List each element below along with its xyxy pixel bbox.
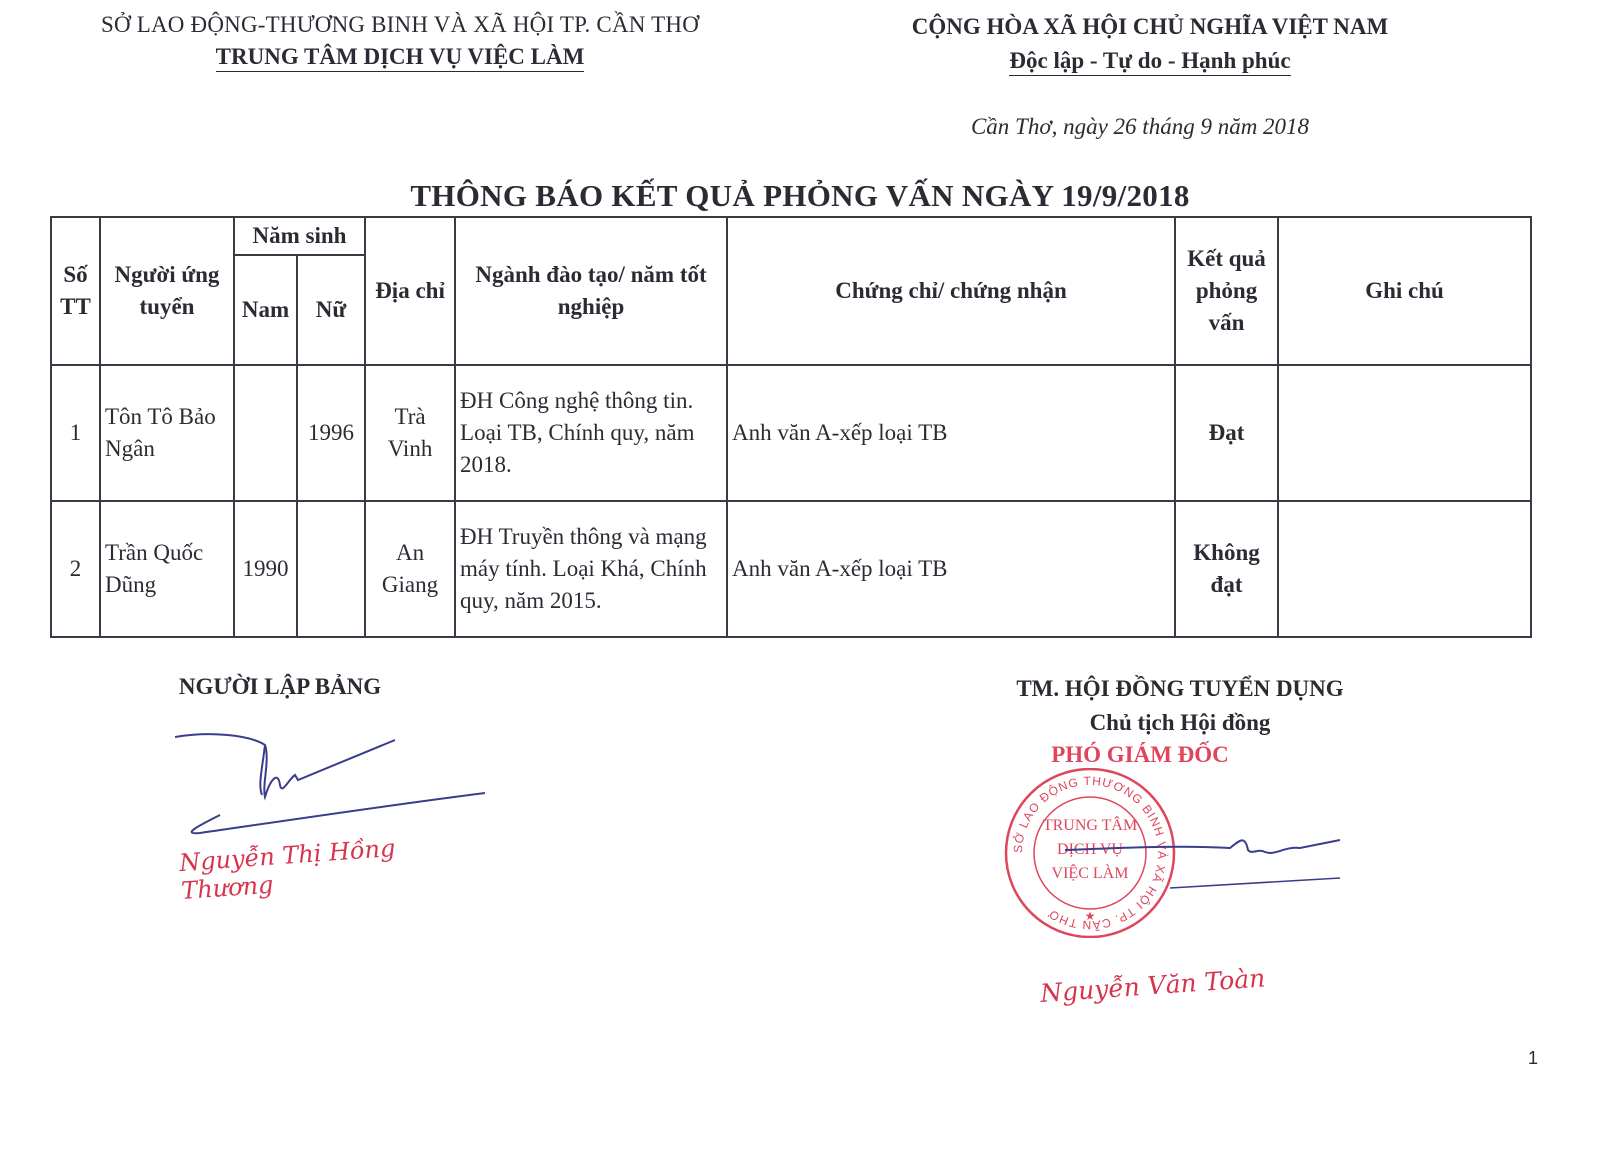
header-note: Ghi chú xyxy=(1278,217,1531,365)
council-chair: Chủ tịch Hội đồng xyxy=(1089,710,1271,735)
header-birth-year: Năm sinh xyxy=(234,217,365,255)
header-certificate: Chứng chỉ/ chứng nhận xyxy=(727,217,1175,365)
header-stt: Số TT xyxy=(51,217,100,365)
preparer-signature xyxy=(170,725,500,845)
cell-address: An Giang xyxy=(365,501,455,637)
stamp-ring-text: SỞ LAO ĐỘNG THƯƠNG BINH VÀ XÃ HỘI TP. CẦN THƠ xyxy=(1010,773,1170,933)
header-female: Nữ xyxy=(297,255,365,365)
center-name: TRUNG TÂM DỊCH VỤ VIỆC LÀM xyxy=(216,44,585,72)
header-major: Ngành đào tạo/ năm tốt nghiệp xyxy=(455,217,727,365)
agency-name: SỞ LAO ĐỘNG-THƯƠNG BINH VÀ XÃ HỘI TP. CẦN THƠ xyxy=(100,12,699,37)
deputy-director: PHÓ GIÁM ĐỐC xyxy=(1051,742,1229,767)
cell-note xyxy=(1278,365,1531,501)
stamp-line-1: TRUNG TÂM xyxy=(1042,817,1138,834)
cell-address: Trà Vinh xyxy=(365,365,455,501)
table-row xyxy=(51,365,1531,501)
cell-note xyxy=(1278,501,1531,637)
director-signature xyxy=(1060,820,1350,930)
cell-result: Đạt xyxy=(1175,365,1278,501)
header-result: Kết quả phỏng vấn xyxy=(1175,217,1278,365)
agency-header xyxy=(60,12,740,72)
director-name: Nguyễn Văn Toàn xyxy=(1039,963,1267,1009)
cell-stt: 2 xyxy=(51,501,100,637)
header-male: Nam xyxy=(234,255,297,365)
preparer-name: Nguyễn Thị Hồng Thương xyxy=(178,834,397,906)
national-motto: Độc lập - Tự do - Hạnh phúc xyxy=(1009,48,1290,76)
cell-certificate: Anh văn A-xếp loại TB xyxy=(727,501,1175,637)
cell-female: 1996 xyxy=(297,365,365,501)
table-row xyxy=(51,501,1531,637)
cell-female xyxy=(297,501,365,637)
page-number: 1 xyxy=(1528,1048,1539,1068)
document-date: Cần Thơ, ngày 26 tháng 9 năm 2018 xyxy=(970,114,1310,139)
cell-major: ĐH Truyền thông và mạng máy tính. Loại Khá, Chính quy, năm 2015. xyxy=(455,501,727,637)
document-title: THÔNG BÁO KẾT QUẢ PHỎNG VẤN NGÀY 19/9/2018 xyxy=(410,178,1190,213)
stamp-line-3: VIỆC LÀM xyxy=(1051,865,1129,882)
results-table xyxy=(50,216,1532,638)
cell-certificate: Anh văn A-xếp loại TB xyxy=(727,365,1175,501)
cell-name: Trần Quốc Dũng xyxy=(100,501,234,637)
stamp-star-icon: ★ xyxy=(1084,909,1096,923)
national-header xyxy=(860,14,1440,76)
cell-stt: 1 xyxy=(51,365,100,501)
header-address: Địa chỉ xyxy=(365,217,455,365)
stamp-line-2: DỊCH VỤ xyxy=(1057,841,1123,858)
republic-name: CỘNG HÒA XÃ HỘI CHỦ NGHĨA VIỆT NAM xyxy=(911,14,1389,39)
cell-name: Tôn Tô Bảo Ngân xyxy=(100,365,234,501)
cell-result: Không đạt xyxy=(1175,501,1278,637)
cell-male: 1990 xyxy=(234,501,297,637)
cell-male xyxy=(234,365,297,501)
council-title: TM. HỘI ĐỒNG TUYỂN DỤNG xyxy=(1016,676,1344,701)
header-candidate: Người ứng tuyển xyxy=(100,217,234,365)
preparer-title: NGƯỜI LẬP BẢNG xyxy=(178,674,382,699)
cell-major: ĐH Công nghệ thông tin. Loại TB, Chính quy, năm 2018. xyxy=(455,365,727,501)
